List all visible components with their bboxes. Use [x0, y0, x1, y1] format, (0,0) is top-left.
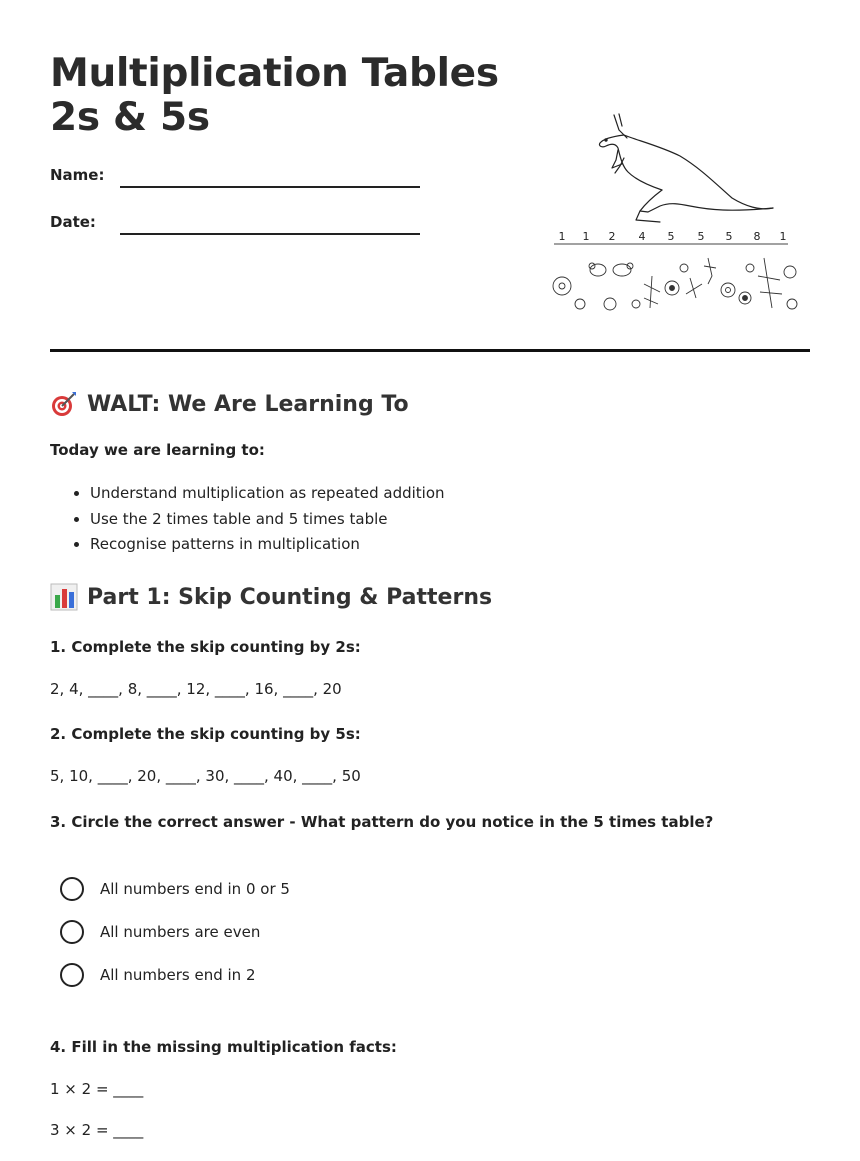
number-line-label: 5 — [667, 230, 675, 243]
answer-option-label: All numbers end in 2 — [100, 966, 256, 984]
header-divider — [50, 349, 810, 352]
question-2-prompt: 2. Complete the skip counting by 5s: — [50, 725, 361, 743]
walt-heading — [50, 390, 409, 418]
list-item: • Recognise patterns in multiplication — [90, 532, 445, 558]
learning-objectives-list — [50, 481, 445, 558]
date-label: Date: — [50, 213, 96, 231]
flowers-animals-border — [553, 258, 797, 310]
number-line-label: 5 — [725, 230, 733, 243]
multiplication-fact[interactable]: 3 × 2 = ____ — [50, 1121, 144, 1139]
answer-option[interactable] — [60, 962, 256, 988]
name-write-line[interactable] — [120, 186, 420, 188]
number-line-label: 1 — [558, 230, 566, 243]
number-line-label: 1 — [779, 230, 787, 243]
name-label: Name: — [50, 166, 105, 184]
target-icon — [50, 390, 78, 418]
kangaroo-icon — [599, 114, 773, 222]
question-4-prompt: 4. Fill in the missing multiplication facts: — [50, 1038, 397, 1056]
list-item: • Use the 2 times table and 5 times table — [90, 507, 445, 533]
answer-option[interactable] — [60, 876, 290, 902]
question-2-sequence[interactable]: 5, 10, ____, 20, ____, 30, ____, 40, ____, 50 — [50, 767, 361, 785]
list-item: • Understand multiplication as repeated addition — [90, 481, 445, 507]
number-line-label: 2 — [608, 230, 616, 243]
number-line-label: 8 — [753, 230, 761, 243]
answer-option-label: All numbers end in 0 or 5 — [100, 880, 290, 898]
part1-heading — [50, 583, 492, 611]
question-3-prompt: 3. Circle the correct answer - What pattern do you notice in the 5 times table? — [50, 813, 714, 831]
number-line-labels — [559, 230, 787, 243]
walt-intro: Today we are learning to: — [50, 441, 265, 459]
page-title: Multiplication Tables 2s & 5s — [50, 51, 499, 140]
number-line-label: 5 — [697, 230, 705, 243]
radio-circle[interactable] — [60, 963, 84, 987]
multiplication-fact[interactable]: 1 × 2 = ____ — [50, 1080, 144, 1098]
date-write-line[interactable] — [120, 233, 420, 235]
answer-option[interactable] — [60, 919, 260, 945]
radio-circle[interactable] — [60, 920, 84, 944]
question-1-sequence[interactable]: 2, 4, ____, 8, ____, 12, ____, 16, ____, 20 — [50, 680, 342, 698]
number-line-label: 1 — [582, 230, 590, 243]
part1-heading-text: Part 1: Skip Counting & Patterns — [87, 584, 493, 610]
question-1-prompt: 1. Complete the skip counting by 2s: — [50, 638, 361, 656]
bar-chart-icon — [50, 583, 78, 611]
number-line-label: 4 — [638, 230, 646, 243]
walt-heading-text: WALT: We Are Learning To — [87, 391, 409, 417]
radio-circle[interactable] — [60, 877, 84, 901]
kangaroo-illustration — [540, 108, 810, 320]
answer-option-label: All numbers are even — [100, 923, 261, 941]
